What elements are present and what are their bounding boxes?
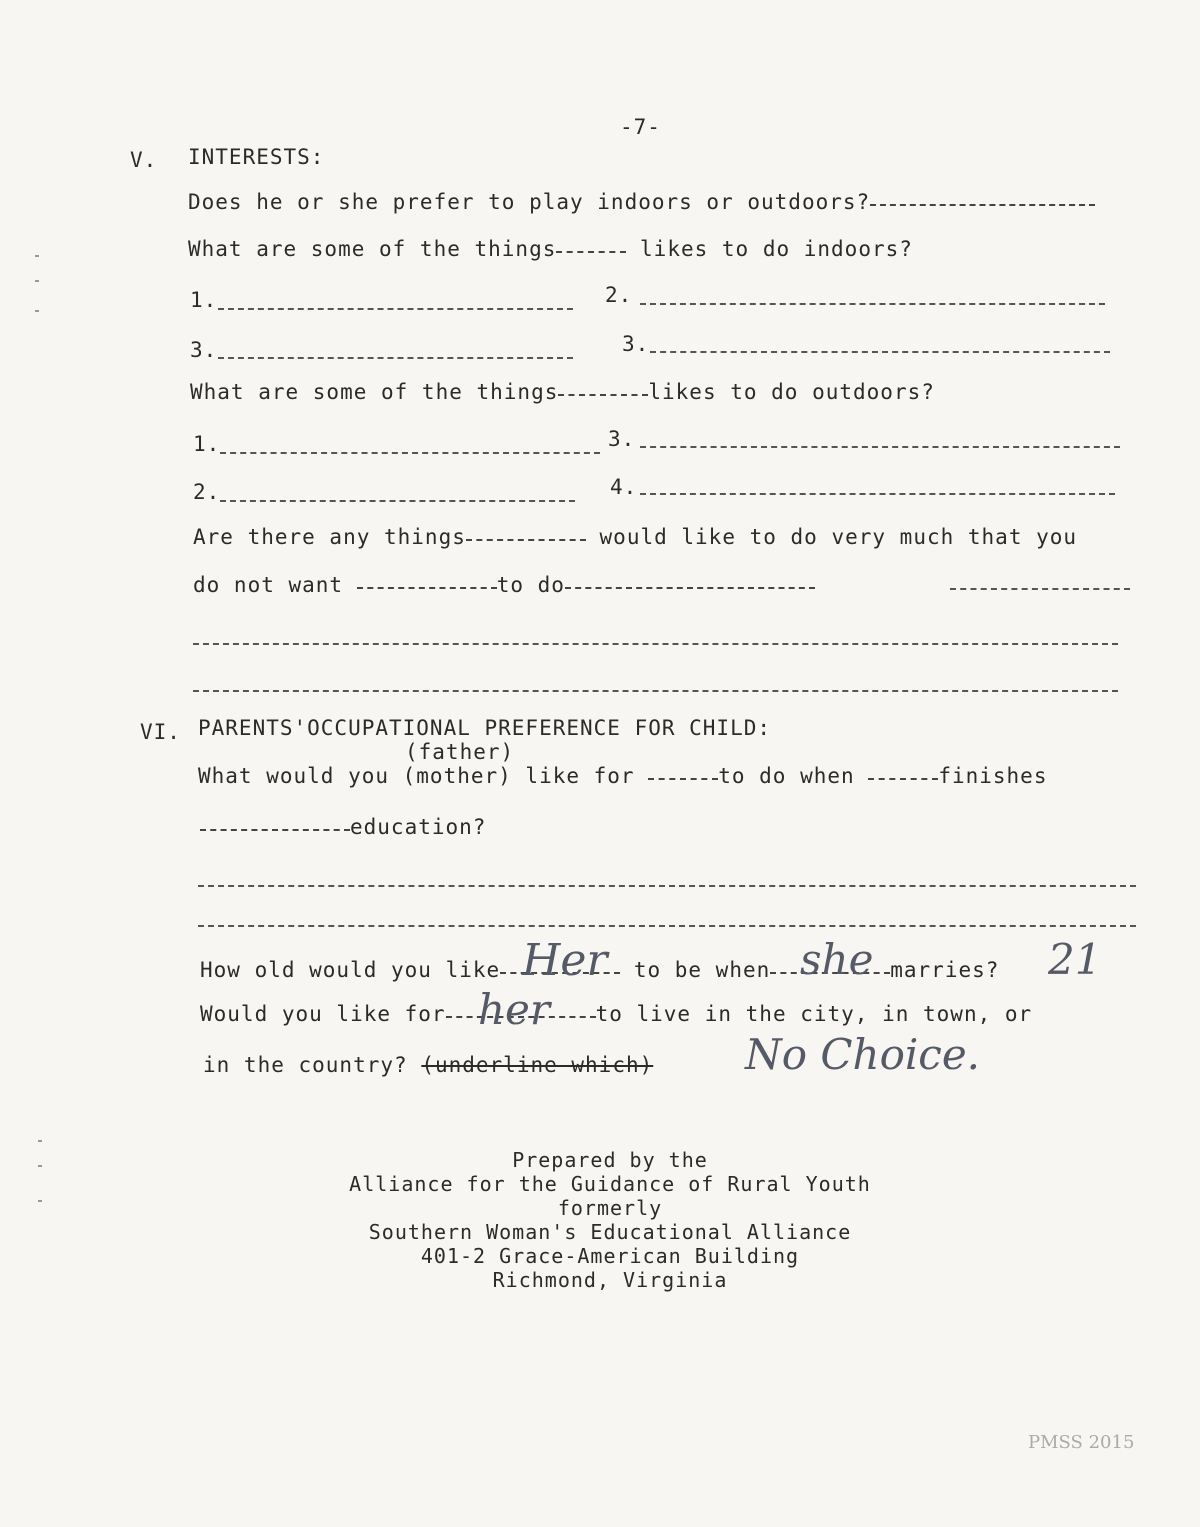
question-live-cont: in the country? (underline which)	[203, 1053, 654, 1077]
footer-credit	[300, 1148, 920, 1292]
indoor-line-4	[650, 351, 1110, 353]
indoor-line-3	[218, 357, 573, 359]
indoor-line-2	[640, 303, 1105, 305]
outdoor-line-2	[220, 500, 575, 502]
outdoor-line-3	[640, 446, 1120, 448]
margin-mark	[35, 280, 39, 282]
handwritten-her-1: Her	[522, 935, 608, 986]
indoor-item-1: 1.	[190, 288, 218, 312]
footer-line-4: Southern Woman's Educational Alliance	[368, 1220, 852, 1244]
question-things-cont: do not want to do	[193, 573, 815, 597]
question-outdoors: What are some of the things likes to do outdoors?	[190, 380, 935, 404]
page-number: -7-	[620, 115, 661, 139]
outdoor-item-4: 4.	[610, 475, 638, 499]
indoor-item-2: 2.	[605, 283, 633, 307]
footer-line-3: formerly	[557, 1196, 663, 1220]
handwritten-no-choice: No Choice.	[745, 1030, 981, 1079]
occupation-line-2	[198, 925, 1136, 927]
indoor-item-4: 3.	[622, 332, 650, 356]
section-vi-heading: PARENTS'OCCUPATIONAL PREFERENCE FOR CHILD:	[198, 716, 772, 740]
question-live: Would you like for to live in the city, in town, or	[200, 1002, 1033, 1026]
indoor-line-1	[218, 308, 573, 310]
outdoor-item-3: 3.	[608, 427, 636, 451]
outdoor-line-1	[220, 452, 600, 454]
handwritten-age: 21	[1048, 935, 1102, 984]
margin-mark	[35, 255, 39, 257]
question-occupation-cont: education?	[200, 815, 486, 839]
handwritten-her-2: her	[478, 985, 550, 1034]
margin-mark	[38, 1165, 42, 1167]
margin-mark	[38, 1200, 42, 1202]
answer-line-2	[193, 690, 1118, 692]
section-v-numeral: V.	[130, 148, 158, 172]
section-vi-numeral: VI.	[140, 720, 181, 744]
footer-line-1: Prepared by the	[512, 1148, 708, 1172]
answer-line-1	[193, 643, 1118, 645]
father-label: (father)	[405, 740, 515, 764]
footer-line-2: Alliance for the Guidance of Rural Youth	[349, 1172, 871, 1196]
question-indoors: What are some of the things likes to do indoors?	[188, 237, 913, 261]
question-play: Does he or she prefer to play indoors or outdoors?	[188, 190, 1095, 214]
handwritten-she: she	[800, 935, 874, 984]
things-line-end	[950, 588, 1130, 590]
question-marry-age: How old would you like to be when marries?	[200, 958, 1000, 982]
section-v-heading: INTERESTS:	[188, 145, 325, 169]
margin-mark	[35, 310, 39, 312]
outdoor-item-2: 2.	[193, 480, 221, 504]
outdoor-item-1: 1.	[193, 432, 221, 456]
outdoor-line-4	[640, 493, 1115, 495]
question-occupation: What would you (mother) like for to do when finishes	[198, 764, 1048, 788]
footer-line-6: Richmond, Virginia	[492, 1268, 728, 1292]
watermark: PMSS 2015	[1028, 1432, 1135, 1453]
question-things: Are there any things would like to do very much that you	[193, 525, 1078, 549]
occupation-line-1	[198, 885, 1136, 887]
margin-mark	[38, 1140, 42, 1142]
indoor-item-3: 3.	[190, 338, 218, 362]
footer-line-5: 401-2 Grace-American Building	[420, 1244, 800, 1268]
